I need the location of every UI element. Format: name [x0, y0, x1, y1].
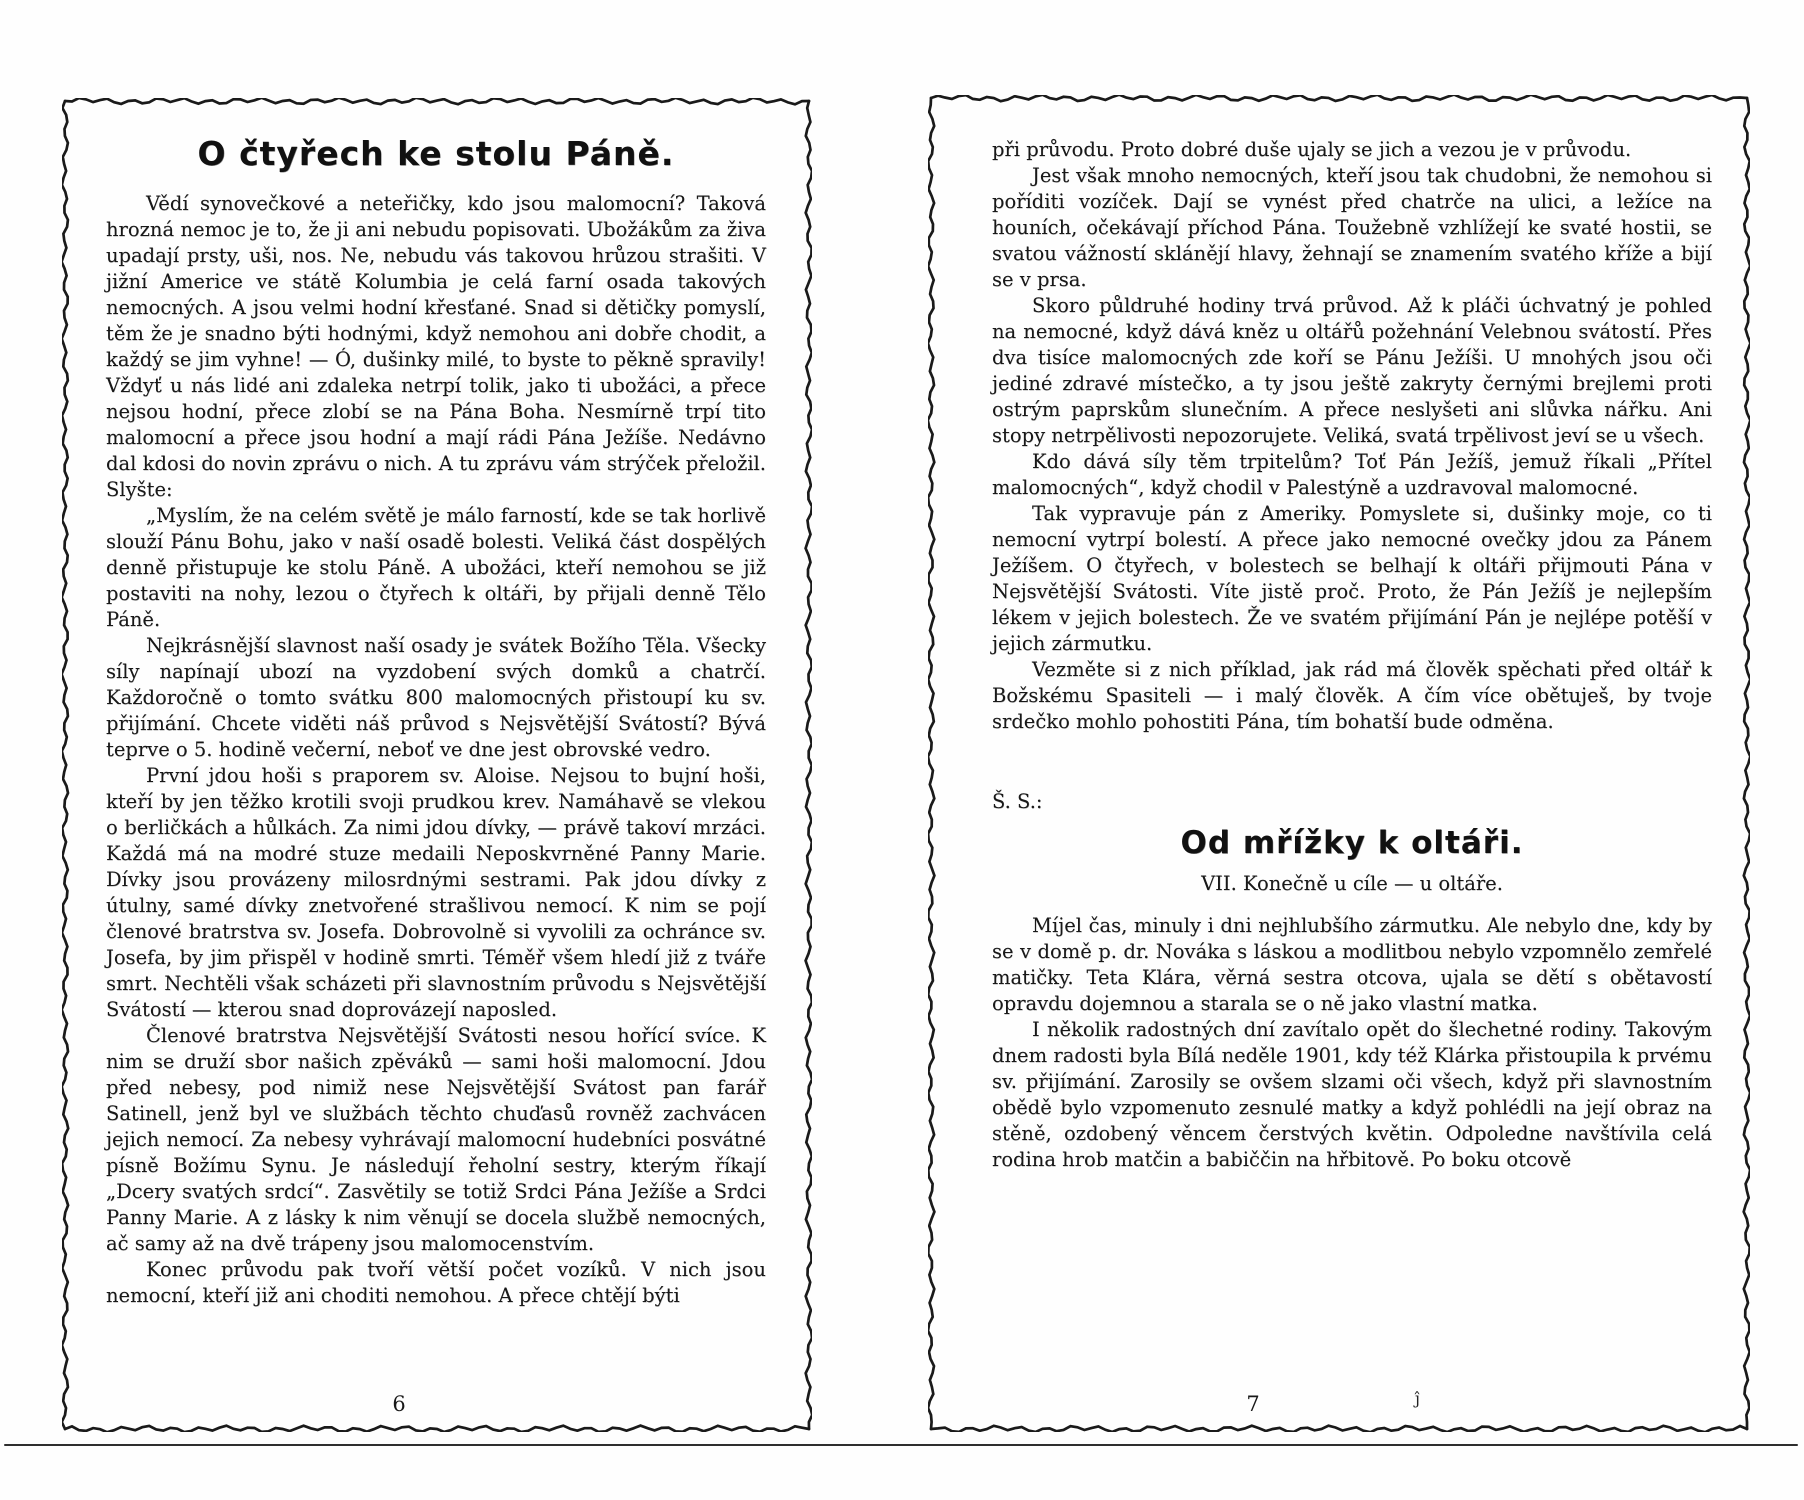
section-subtitle: VII. Konečně u cíle — u oltáře. — [1201, 872, 1503, 895]
paragraph: Nejkrásnější slavnost naší osady je svátek Božího Těla. Všecky síly napínají ubozí na vyzdobení svých domků a chatrčí. Každoročně o tomto svátku 800 malomocných přistoupí ku sv. přijímání. Chcete viděti náš průvod s Nejsvětější Svátostí? Bývá teprve o 5. hodině večerní, neboť ve dne jest obrovské vedro. — [106, 634, 766, 761]
paragraph: „Myslím, že na celém světě je málo farností, kde se tak horlivě slouží Pánu Bohu, jako v naší osadě bolesti. Veliká část dospělých denně přistupuje ke stolu Páně. A ubožáci, kteří nemohou se již postaviti na nohy, lezou o čtyřech k oltáři, by přijali denně Tělo Páně. — [106, 504, 766, 631]
right-page — [928, 95, 1750, 1432]
stray-ink-mark: ĵ — [1415, 1389, 1420, 1408]
paragraph: První jdou hoši s praporem sv. Aloise. Nejsou to bujní hoši, kteří by jen těžko krotili svoji prudkou krev. Namáhavě se vlekou o berličkách a hůlkách. Za nimi jdou dívky, — právě takoví mrzáci. Každá má na modré stuze medaili Neposkvrněné Panny Marie. Dívky jsou provázeny milosrdnými sestrami. Pak jdou dívky z útulny, samé dívky znetvořené strašlivou nemocí. K nim se pojí členové bratrstva sv. Josefa. Dobrovolně si vyvolili za ochránce sv. Josefa, by jim přispěl v hodině smrti. Téměř všem hledí již z tváře smrt. Nechtěli však scházeti při slavnostním průvodu s Nejsvětější Svátostí — kterou snad doprovázejí naposled. — [106, 764, 766, 1021]
paragraph: Vědí synovečkové a neteřičky, kdo jsou malomocní? Taková hrozná nemoc je to, že ji ani nebudu popisovati. Ubožákům za živa upadají prsty, uši, nos. Ne, nebudu vás takovou hrůzou strašiti. V jižní Americe ve státě Kolumbia je celá farní osada takových nemocných. A jsou velmi hodní křesťané. Snad si dětičky pomyslí, těm že je snadno býti hodnými, když nemohou ani dobře chodit, a každý se jim vyhne! — Ó, dušinky milé, to byste to pěkně spravily! Vždyť u nás lidé ani zdaleka netrpí tolik, jako ti ubožáci, a přece nejsou hodní, přece zlobí se na Pána Boha. Nesmírně trpí tito malomocní a přece jsou hodní a mají rádi Pána Ježíše. Nedávno dal kdosi do novin zprávu o nich. A tu zprávu vám strýček přeložil. Slyšte: — [106, 192, 766, 501]
paragraph: Míjel čas, minuly i dni nejhlubšího zármutku. Ale nebylo dne, kdy by se v domě p. dr. Nováka s láskou a modlitbou nebylo vzpomnělo zemřelé matičky. Teta Klára, věrná sestra otcova, ujala se dětí s obětavostí opravdu dojemnou a starala se o ně jako vlastní matka. — [992, 914, 1712, 1015]
page-number: 7 — [1246, 1392, 1260, 1416]
paragraph: při průvodu. Proto dobré duše ujaly se jich a vezou je v průvodu. — [992, 138, 1632, 161]
page-number: 6 — [392, 1392, 406, 1416]
paragraph: Tak vypravuje pán z Ameriky. Pomyslete si, dušinky moje, co ti nemocní vytrpí bolestí. A přece jako nemocné ovečky jdou za Pánem Ježíšem. O čtyřech, v bolestech se belhají k oltáři přijmouti Pána v Nejsvětější Svátosti. Víte jistě proč. Proto, že Pán Ježíš je nejlepším lékem v jejich bolestech. Že ve svatém přijímání Pán je nejlépe potěší v jejich zármutku. — [992, 502, 1712, 655]
paragraph: Kdo dává síly těm trpitelům? Toť Pán Ježíš, jemuž říkali „Přítel malomocných“, když chodil v Palestýně a uzdravoval malomocné. — [992, 450, 1712, 499]
left-page — [62, 98, 812, 1432]
author-initials: Š. S.: — [992, 790, 1043, 813]
paragraph: Vezměte si z nich příklad, jak rád má člověk spěchati před oltář k Božskému Spasiteli — i malý člověk. A čím více obětuješ, by tvoje srdečko mohlo pohostiti Pána, tím bohatší bude odměna. — [992, 658, 1712, 733]
paragraph: Konec průvodu pak tvoří větší počet vozíků. V nich jsou nemocní, kteří již ani choditi nemohou. A přece chtějí býti — [106, 1258, 766, 1307]
paragraph: I několik radostných dní zavítalo opět do šlechetné rodiny. Takovým dnem radosti byla Bílá neděle 1901, kdy též Klárka přistoupila k prvému sv. přijímání. Zarosily se ovšem slzami oči všech, když při slavnostním obědě bylo vzpomenuto zesnulé matky a když pohlédli na její obraz na stěně, ozdobený věncem čerstvých květin. Odpoledne navštívila celá rodina hrob matčin a babiččin na hřbitově. Po boku otcově — [992, 1018, 1712, 1171]
paragraph: Jest však mnoho nemocných, kteří jsou tak chudobni, že nemohou si poříditi vozíček. Dají se vynést před chatrče na ulici, a ležíce na houních, očekávají příchod Pána. Toužebně vzhlížejí ke svaté hostii, se svatou vážností sklánějí hlavy, žehnají se znamením svatého kříže a bijí se v prsa. — [992, 164, 1712, 291]
section-title: Od mřížky k oltáři. — [1180, 825, 1524, 861]
paragraph: Skoro půldruhé hodiny trvá průvod. Až k pláči úchvatný je pohled na nemocné, když dává kněz u oltářů požehnání Velebnou svátostí. Přes dva tisíce malomocných zde koří se Pánu Ježíši. U mnohých jsou oči jediné zdravé místečko, a ty jsou ještě zakryty černými brejlemi proti ostrým paprskům slunečním. A přece neslyšeti ani slůvka nářku. Ani stopy netrpělivosti nepozorujete. Veliká, svatá trpělivost jeví se u všech. — [992, 294, 1712, 447]
article-title: O čtyřech ke stolu Páně. — [197, 134, 675, 173]
scan-bottom-edge-line — [4, 1444, 1798, 1446]
paragraph: Členové bratrstva Nejsvětější Svátosti nesou hořící svíce. K nim se druží sbor našich zpěváků — sami hoši malomocní. Jdou před nebesy, pod nimiž nese Nejsvětější Svátost pan farář Satinell, jenž byl ve službách těchto chuďasů rovněž zachvácen jejich nemocí. Za nebesy vyhrávají malomocní hudebníci posvátné písně Božímu Synu. Je následují řeholní sestry, kterým říkají „Dcery svatých srdcí“. Zasvětily se totiž Srdci Pána Ježíše a Srdci Panny Marie. A z lásky k nim věnují se docela službě nemocných, ač samy až na dvě trápeny jsou malomocenstvím. — [106, 1024, 766, 1255]
